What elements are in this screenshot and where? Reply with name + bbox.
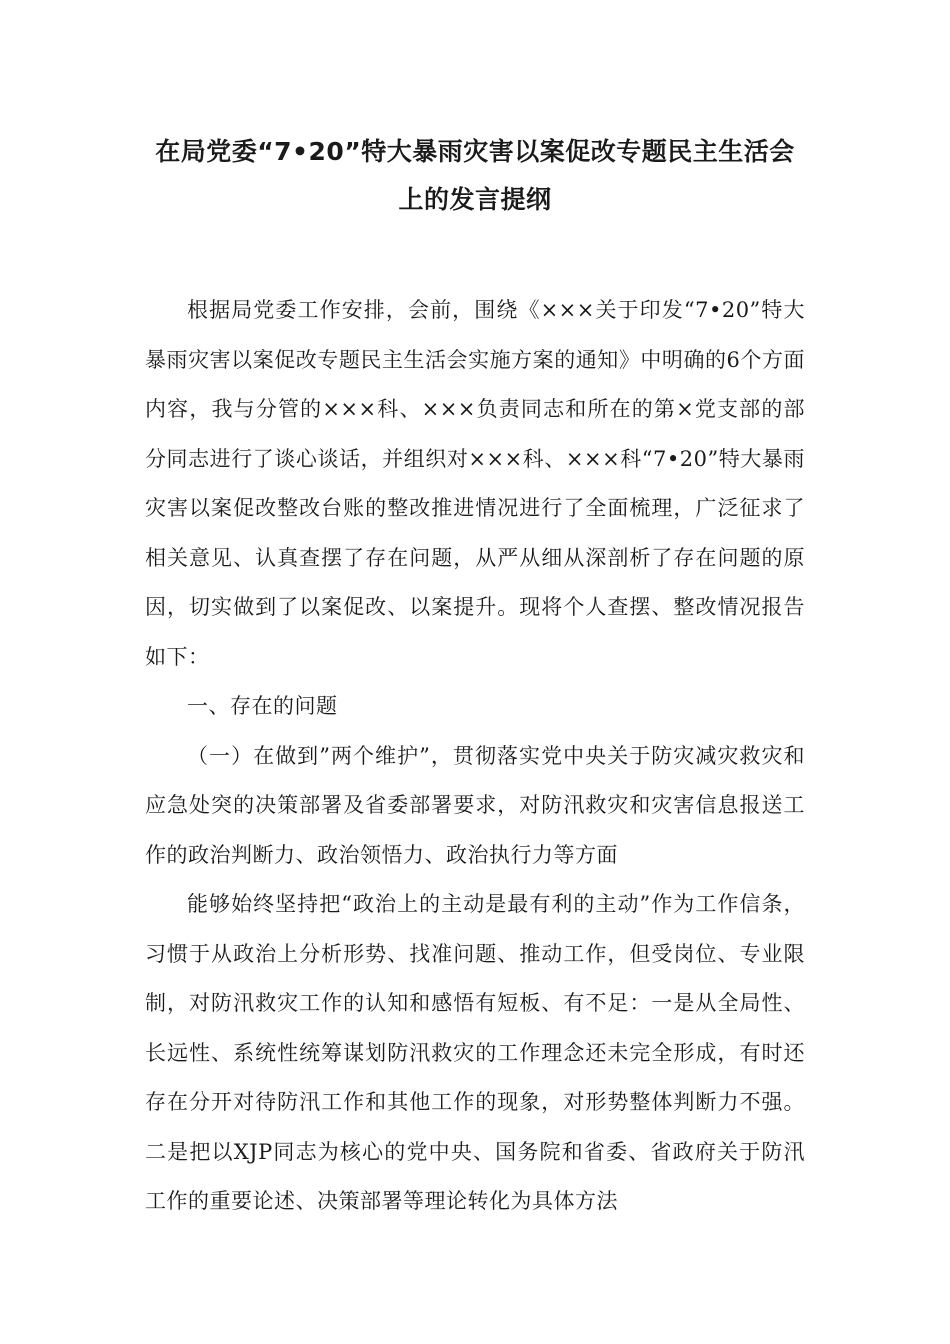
intro-paragraph: 根据局党委工作安排，会前，围绕《×××关于印发“7•20”特大暴雨灾害以案促改专题民主生活会实施方案的通知》中明确的6个方面内容，我与分管的×××科、×××负责同志和所在的第×党支部的部分同志进行了谈心谈话，并组织对×××科、×××科“7•20”特大暴雨灾害以案促改整改台账的整改推进情况进行了全面梳理，广泛征求了相关意见、认真查摆了存在问题，从严从细从深剖析了存在问题的原因，切实做到了以案促改、以案提升。现将个人查摆、整改情况报告如下： xyxy=(145,298,805,669)
title-line-2: 上的发言提纲 xyxy=(398,185,552,214)
document-page xyxy=(145,128,805,1227)
document-title xyxy=(145,128,805,224)
subsection-heading-1: （一）在做到”两个维护”，贯彻落实党中央关于防灾减灾救灾和应急处突的决策部署及省委部署要求，对防汛救灾和灾害信息报送工作的政治判断力、政治领悟力、政治执行力等方面 xyxy=(145,743,805,867)
title-line-1: 在局党委“7•20”特大暴雨灾害以案促改专题民主生活会 xyxy=(155,137,795,166)
section-heading-problems: 一、存在的问题 xyxy=(187,694,338,718)
body-paragraph: 能够始终坚持把“政治上的主动是最有利的主动”作为工作信条，习惯于从政治上分析形势、找准问题、推动工作，但受岗位、专业限制，对防汛救灾工作的认知和感悟有短板、有不足：一是从全局性、长远性、系统性统筹谋划防汛救灾的工作理念还未完全形成，有时还存在分开对待防汛工作和其他工作的现象，对形势整体判断力不强。二是把以XJP同志为核心的党中央、国务院和省委、省政府关于防汛工作的重要论述、决策部署等理论转化为具体方法 xyxy=(145,892,805,1213)
